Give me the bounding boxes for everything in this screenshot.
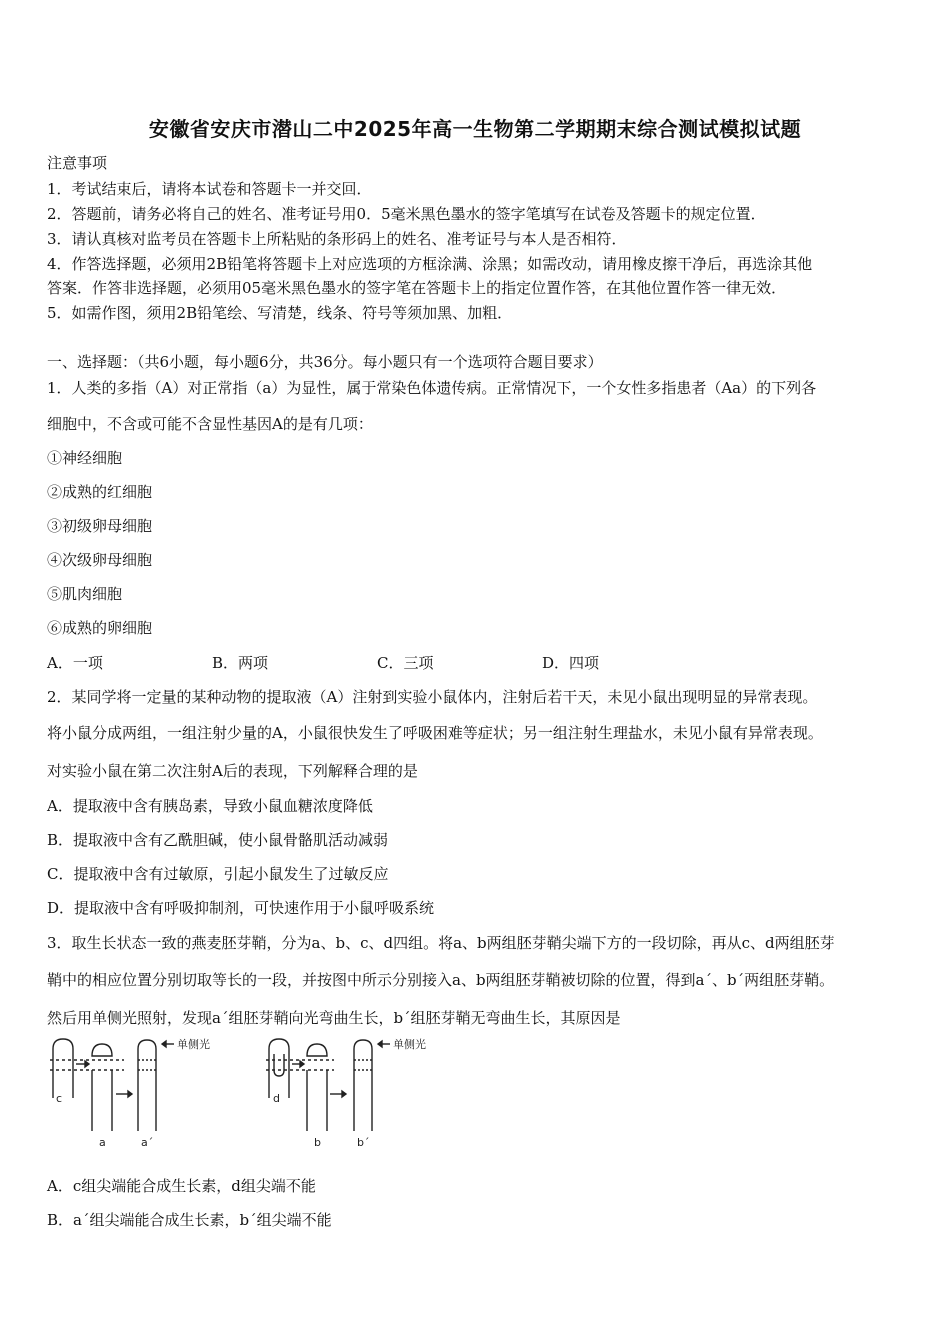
q2-option-c[interactable]: C．提取液中含有过敏原，引起小鼠发生了过敏反应 — [47, 865, 389, 883]
arrow-head-c-to-a — [85, 1061, 89, 1067]
q3-stem-line3: 然后用单侧光照射，发现a´组胚芽鞘向光弯曲生长，b´组胚芽鞘无弯曲生长，其原因是 — [47, 1009, 621, 1027]
notice-item-4: 4．作答选择题，必须用2B铅笔将答题卡上对应选项的方框涂满、涂黑；如需改动，请用橡皮擦干净后，再选涂其他 — [47, 255, 813, 273]
arrow-head-b-to-b-prime — [342, 1091, 346, 1097]
notice-item-3: 3．请认真核对监考员在答题卡上所粘贴的条形码上的姓名、准考证号与本人是否相符． — [47, 230, 627, 248]
label-c: c — [56, 1092, 63, 1105]
page-title: 安徽省安庆市潜山二中2025年高一生物第二学期期末综合测试模拟试题 — [148, 117, 802, 141]
label-a-prime: a´ — [141, 1136, 154, 1149]
arrow-head-a-to-a-prime — [128, 1091, 132, 1097]
q2-stem-line2: 将小鼠分成两组，一组注射少量的A，小鼠很快发生了呼吸困难等症状；另一组注射生理盐水，未见小鼠有异常表现。 — [47, 724, 823, 742]
coleoptile-diagram — [44, 1036, 464, 1154]
q1-item-6: ⑥成熟的卵细胞 — [47, 619, 153, 637]
q1-item-3: ③初级卵母细胞 — [47, 517, 153, 535]
q3-stem-line1: 3．取生长状态一致的燕麦胚芽鞘，分为a、b、c、d四组。将a、b两组胚芽鞘尖端下方的一段切除，再从c、d两组胚芽 — [47, 934, 835, 952]
q2-stem-line1: 2．某同学将一定量的某种动物的提取液（A）注射到实验小鼠体内，注射后若干天，未见小鼠出现明显的异常表现。 — [47, 688, 818, 706]
coleoptile-d-inner-shape — [274, 1054, 284, 1076]
label-a: a — [99, 1136, 106, 1149]
coleoptile-b-prime-shape — [354, 1040, 372, 1131]
coleoptile-d-shape — [269, 1039, 289, 1098]
coleoptile-a-shape — [92, 1070, 112, 1131]
q1-option-a[interactable]: A．一项 — [47, 654, 103, 672]
arrow-head-d-to-b — [300, 1061, 304, 1067]
notice-item-1: 1．考试结束后，请将本试卷和答题卡一并交回． — [47, 180, 372, 198]
coleoptile-a-prime-shape — [138, 1040, 156, 1131]
q3-option-a[interactable]: A．c组尖端能合成生长素，d组尖端不能 — [47, 1177, 316, 1195]
tip-b-removed — [307, 1044, 327, 1056]
notice-item-4-cont: 答案．作答非选择题，必须用05毫米黑色墨水的签字笔在答题卡上的指定位置作答，在其他位置作答一律无效． — [47, 279, 787, 297]
q1-option-b[interactable]: B．两项 — [212, 654, 269, 672]
label-d: d — [273, 1092, 280, 1105]
label-b-prime: b´ — [357, 1136, 370, 1149]
q2-option-d[interactable]: D．提取液中含有呼吸抑制剂，可快速作用于小鼠呼吸系统 — [47, 899, 435, 917]
q2-option-a[interactable]: A．提取液中含有胰岛素，导致小鼠血糖浓度降低 — [47, 797, 373, 815]
q1-item-2: ②成熟的红细胞 — [47, 483, 153, 501]
tip-a-removed — [92, 1044, 112, 1056]
q1-item-1: ①神经细胞 — [47, 449, 123, 467]
label-b: b — [314, 1136, 321, 1149]
q1-option-d[interactable]: D．四项 — [542, 654, 600, 672]
light-label-2: 单侧光 — [393, 1038, 426, 1051]
q1-stem-line2: 细胞中，不含或可能不含显性基因A的是有几项： — [47, 415, 373, 433]
q1-stem-line1: 1．人类的多指（A）对正常指（a）为显性，属于常染色体遗传病。正常情况下，一个女性多指患者（Aa）的下列各 — [47, 379, 817, 397]
notice-item-5: 5．如需作图，须用2B铅笔绘、写清楚，线条、符号等须加黑、加粗． — [47, 304, 513, 322]
light-label-1: 单侧光 — [177, 1038, 210, 1051]
q3-stem-line2: 鞘中的相应位置分别切取等长的一段，并按图中所示分别接入a、b两组胚芽鞘被切除的位置，得到a´、b´两组胚芽鞘。 — [47, 971, 835, 989]
notice-heading: 注意事项 — [47, 154, 108, 172]
q3-option-b[interactable]: B．a´组尖端能合成生长素，b´组尖端不能 — [47, 1211, 332, 1229]
notice-item-2: 2．答题前，请务必将自己的姓名、准考证号用0．5毫米黑色墨水的签字笔填写在试卷及答题卡的规定位置． — [47, 205, 766, 223]
q1-option-c[interactable]: C．三项 — [377, 654, 434, 672]
q2-stem-line3: 对实验小鼠在第二次注射A后的表现，下列解释合理的是 — [47, 762, 418, 780]
q1-item-4: ④次级卵母细胞 — [47, 551, 153, 569]
section-heading: 一、选择题：（共6小题，每小题6分，共36分。每小题只有一个选项符合题目要求） — [47, 353, 603, 371]
q1-options — [47, 652, 647, 674]
coleoptile-b-shape — [307, 1070, 327, 1131]
q1-item-5: ⑤肌肉细胞 — [47, 585, 123, 603]
coleoptile-c-shape — [53, 1039, 73, 1098]
q2-option-b[interactable]: B．提取液中含有乙酰胆碱，使小鼠骨骼肌活动减弱 — [47, 831, 389, 849]
